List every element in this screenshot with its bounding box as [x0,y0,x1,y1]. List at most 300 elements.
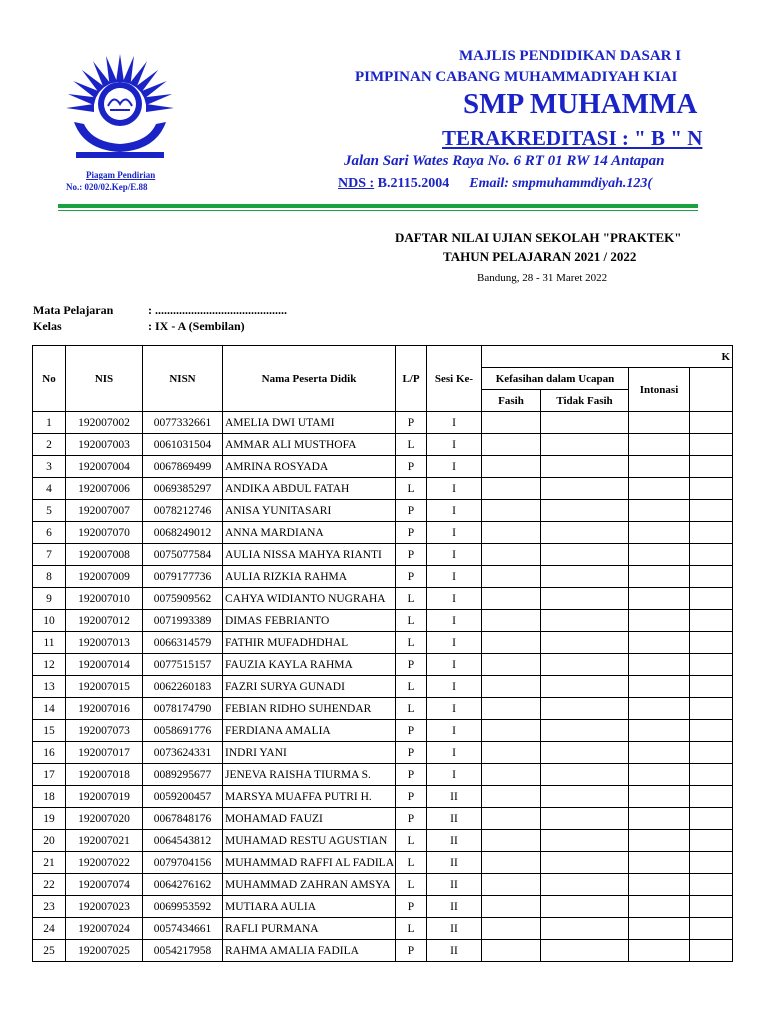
header-line-2: PIMPINAN CABANG MUHAMMADIYAH KIAI [355,69,678,85]
cell-score[interactable] [690,632,733,654]
cell-nisn: 0064543812 [143,830,223,852]
cell-sesi: I [427,588,482,610]
cell-nis: 192007010 [66,588,143,610]
class-value: : IX - A (Sembilan) [148,319,245,333]
cell-lp: P [396,544,427,566]
cell-score[interactable] [482,874,541,896]
table-row [33,610,733,632]
cell-sesi: I [427,742,482,764]
cell-score[interactable] [629,412,690,434]
cell-name: ANISA YUNITASARI [223,500,396,522]
cell-nisn: 0067869499 [143,456,223,478]
cell-score[interactable] [690,808,733,830]
table-row [33,808,733,830]
accreditation: TERAKREDITASI : " B " N [442,126,703,150]
cell-sesi: I [427,500,482,522]
table-row [33,874,733,896]
cell-nisn: 0075909562 [143,588,223,610]
cell-no: 17 [33,764,66,786]
cell-nisn: 0057434661 [143,918,223,940]
cell-lp: P [396,412,427,434]
cell-lp: L [396,852,427,874]
cell-no: 4 [33,478,66,500]
cell-nis: 192007073 [66,720,143,742]
table-row [33,852,733,874]
cell-name: ANNA MARDIANA [223,522,396,544]
cell-name: RAFLI PURMANA [223,918,396,940]
cell-score[interactable] [690,764,733,786]
cell-score[interactable] [541,676,629,698]
cell-name: CAHYA WIDIANTO NUGRAHA [223,588,396,610]
cell-score[interactable] [482,896,541,918]
piagam-number: No.: 020/02.Kep/E.88 [66,182,148,192]
cell-score[interactable] [629,742,690,764]
cell-score[interactable] [690,412,733,434]
cell-name: MOHAMAD FAUZI [223,808,396,830]
cell-name: FEBIAN RIDHO SUHENDAR [223,698,396,720]
cell-score[interactable] [482,786,541,808]
cell-score[interactable] [629,676,690,698]
cell-score[interactable] [629,786,690,808]
cell-no: 21 [33,852,66,874]
cell-no: 20 [33,830,66,852]
cell-score[interactable] [629,874,690,896]
cell-score[interactable] [482,500,541,522]
header-kefasihan: Kefasihan dalam Ucapan [482,368,629,390]
cell-nis: 192007021 [66,830,143,852]
cell-nisn: 0071993389 [143,610,223,632]
cell-lp: P [396,896,427,918]
cell-sesi: II [427,874,482,896]
cell-score[interactable] [541,764,629,786]
cell-no: 22 [33,874,66,896]
cell-score[interactable] [482,852,541,874]
cell-name: MARSYA MUAFFA PUTRI H. [223,786,396,808]
table-row [33,830,733,852]
school-name: SMP MUHAMMA [463,88,698,120]
cell-score[interactable] [541,412,629,434]
table-row [33,434,733,456]
cell-lp: L [396,478,427,500]
cell-nis: 192007070 [66,522,143,544]
cell-nis: 192007024 [66,918,143,940]
cell-score[interactable] [690,500,733,522]
cell-score[interactable] [629,588,690,610]
cell-name: AULIA RIZKIA RAHMA [223,566,396,588]
cell-nisn: 0079177736 [143,566,223,588]
cell-score[interactable] [541,874,629,896]
cell-nisn: 0059200457 [143,786,223,808]
cell-score[interactable] [541,808,629,830]
cell-nis: 192007002 [66,412,143,434]
subject-value: : ............................................ [148,303,287,317]
cell-score[interactable] [629,830,690,852]
cell-lp: L [396,434,427,456]
cell-score[interactable] [629,918,690,940]
cell-score[interactable] [482,808,541,830]
cell-name: INDRI YANI [223,742,396,764]
cell-score[interactable] [482,544,541,566]
cell-score[interactable] [690,456,733,478]
cell-sesi: II [427,786,482,808]
table-row [33,522,733,544]
cell-score[interactable] [629,566,690,588]
cell-no: 7 [33,544,66,566]
table-body [33,412,733,962]
cell-no: 23 [33,896,66,918]
cell-nis: 192007015 [66,676,143,698]
cell-score[interactable] [482,434,541,456]
cell-nisn: 0069385297 [143,478,223,500]
cell-nis: 192007008 [66,544,143,566]
cell-score[interactable] [482,456,541,478]
cell-score[interactable] [482,610,541,632]
cell-name: MUHAMMAD ZAHRAN AMSYA [223,874,396,896]
cell-score[interactable] [629,522,690,544]
cell-lp: P [396,500,427,522]
cell-score[interactable] [482,830,541,852]
cell-score[interactable] [541,918,629,940]
cell-nis: 192007006 [66,478,143,500]
cell-score[interactable] [629,632,690,654]
cell-nisn: 0073624331 [143,742,223,764]
cell-lp: L [396,588,427,610]
cell-nis: 192007003 [66,434,143,456]
table-row [33,478,733,500]
cell-no: 10 [33,610,66,632]
cell-sesi: I [427,566,482,588]
cell-score[interactable] [482,676,541,698]
cell-nis: 192007020 [66,808,143,830]
cell-lp: L [396,632,427,654]
cell-sesi: I [427,544,482,566]
cell-nisn: 0068249012 [143,522,223,544]
cell-nisn: 0061031504 [143,434,223,456]
cell-score[interactable] [541,456,629,478]
cell-name: AMELIA DWI UTAMI [223,412,396,434]
table-row [33,412,733,434]
cell-score[interactable] [629,896,690,918]
cell-name: JENEVA RAISHA TIURMA S. [223,764,396,786]
cell-sesi: I [427,764,482,786]
cell-name: FERDIANA AMALIA [223,720,396,742]
cell-score[interactable] [690,896,733,918]
cell-nisn: 0079704156 [143,852,223,874]
cell-score[interactable] [541,940,629,962]
cell-score[interactable] [541,830,629,852]
cell-nis: 192007013 [66,632,143,654]
cell-nis: 192007074 [66,874,143,896]
cell-no: 14 [33,698,66,720]
cell-no: 12 [33,654,66,676]
cell-score[interactable] [541,698,629,720]
cell-nisn: 0077515157 [143,654,223,676]
nds-value: B.2115.2004 [374,176,450,191]
cell-score[interactable] [482,522,541,544]
cell-score[interactable] [690,588,733,610]
table-row [33,742,733,764]
cell-score[interactable] [541,896,629,918]
cell-score[interactable] [629,940,690,962]
cell-score[interactable] [629,808,690,830]
cell-lp: P [396,566,427,588]
cell-nisn: 0062260183 [143,676,223,698]
cell-nisn: 0069953592 [143,896,223,918]
table-row [33,698,733,720]
cell-score[interactable] [629,500,690,522]
cell-score[interactable] [482,654,541,676]
cell-nisn: 0078212746 [143,500,223,522]
cell-no: 5 [33,500,66,522]
subject-label: Mata Pelajaran [33,303,114,317]
header-nisn: NISN [143,346,223,412]
cell-score[interactable] [541,654,629,676]
cell-score[interactable] [629,764,690,786]
cell-lp: P [396,808,427,830]
cell-sesi: II [427,808,482,830]
cell-score[interactable] [629,544,690,566]
cell-score[interactable] [482,478,541,500]
cell-score[interactable] [541,522,629,544]
cell-score[interactable] [629,434,690,456]
cell-score[interactable] [541,588,629,610]
cell-lp: P [396,720,427,742]
cell-no: 19 [33,808,66,830]
school-address: Jalan Sari Wates Raya No. 6 RT 01 RW 14 Antapan [344,153,665,169]
cell-score[interactable] [690,742,733,764]
cell-lp: P [396,456,427,478]
table-row [33,500,733,522]
cell-lp: L [396,610,427,632]
cell-lp: P [396,522,427,544]
header-group: K [482,346,733,368]
cell-score[interactable] [541,566,629,588]
header-nis: NIS [66,346,143,412]
cell-score[interactable] [690,918,733,940]
cell-no: 25 [33,940,66,962]
cell-sesi: I [427,654,482,676]
cell-nisn: 0075077584 [143,544,223,566]
table-row [33,720,733,742]
cell-no: 3 [33,456,66,478]
cell-score[interactable] [629,720,690,742]
cell-score[interactable] [690,786,733,808]
cell-score[interactable] [541,720,629,742]
table-row [33,654,733,676]
cell-lp: L [396,918,427,940]
cell-name: AMMAR ALI MUSTHOFA [223,434,396,456]
header-intonasi: Intonasi [629,368,690,412]
cell-lp: L [396,874,427,896]
cell-score[interactable] [482,720,541,742]
cell-score[interactable] [690,544,733,566]
header-lp: L/P [396,346,427,412]
cell-no: 13 [33,676,66,698]
cell-sesi: I [427,478,482,500]
cell-score[interactable] [629,456,690,478]
cell-score[interactable] [690,522,733,544]
cell-lp: P [396,654,427,676]
cell-lp: P [396,742,427,764]
cell-nis: 192007007 [66,500,143,522]
cell-score[interactable] [690,852,733,874]
cell-no: 2 [33,434,66,456]
cell-nis: 192007009 [66,566,143,588]
table-row [33,918,733,940]
cell-nisn: 0054217958 [143,940,223,962]
cell-no: 6 [33,522,66,544]
table-row [33,676,733,698]
academic-year: TAHUN PELAJARAN 2021 / 2022 [443,249,637,264]
cell-name: DIMAS FEBRIANTO [223,610,396,632]
cell-sesi: II [427,896,482,918]
cell-score[interactable] [629,852,690,874]
cell-name: FATHIR MUFADHDHAL [223,632,396,654]
cell-score[interactable] [541,632,629,654]
table-row [33,896,733,918]
cell-name: MUTIARA AULIA [223,896,396,918]
grades-table [32,345,733,962]
cell-score[interactable] [482,698,541,720]
cell-score[interactable] [541,544,629,566]
cell-name: MUHAMMAD RAFFI AL FADILA [223,852,396,874]
cell-score[interactable] [482,632,541,654]
cell-score[interactable] [690,676,733,698]
table-row [33,566,733,588]
cell-score[interactable] [690,478,733,500]
cell-nisn: 0058691776 [143,720,223,742]
cell-no: 11 [33,632,66,654]
cell-name: ANDIKA ABDUL FATAH [223,478,396,500]
cell-no: 9 [33,588,66,610]
cell-nis: 192007022 [66,852,143,874]
cell-score[interactable] [690,874,733,896]
cell-score[interactable] [629,610,690,632]
cell-name: FAZRI SURYA GUNADI [223,676,396,698]
cell-sesi: II [427,852,482,874]
cell-sesi: I [427,412,482,434]
cell-nis: 192007016 [66,698,143,720]
header-tidak-fasih: Tidak Fasih [541,390,629,412]
cell-score[interactable] [541,742,629,764]
cell-sesi: I [427,698,482,720]
table-row [33,544,733,566]
cell-lp: P [396,940,427,962]
cell-score[interactable] [482,412,541,434]
cell-score[interactable] [541,610,629,632]
table-row [33,764,733,786]
cell-name: AULIA NISSA MAHYA RIANTI [223,544,396,566]
cell-nis: 192007012 [66,610,143,632]
document-date: Bandung, 28 - 31 Maret 2022 [477,272,608,284]
cell-lp: L [396,830,427,852]
cell-score[interactable] [482,566,541,588]
nds-label: NDS : [338,176,375,191]
cell-sesi: II [427,918,482,940]
cell-sesi: I [427,632,482,654]
cell-nis: 192007025 [66,940,143,962]
cell-sesi: I [427,610,482,632]
cell-sesi: I [427,720,482,742]
cell-score[interactable] [690,610,733,632]
table-row [33,786,733,808]
cell-no: 15 [33,720,66,742]
cell-no: 1 [33,412,66,434]
cell-score[interactable] [482,742,541,764]
cell-score[interactable] [629,478,690,500]
cell-lp: P [396,764,427,786]
cell-score[interactable] [690,698,733,720]
cell-lp: L [396,698,427,720]
cell-nis: 192007014 [66,654,143,676]
cell-score[interactable] [482,588,541,610]
cell-score[interactable] [690,654,733,676]
header-fasih: Fasih [482,390,541,412]
cell-nisn: 0077332661 [143,412,223,434]
cell-lp: P [396,786,427,808]
cell-score[interactable] [541,500,629,522]
cell-no: 24 [33,918,66,940]
cell-name: FAUZIA KAYLA RAHMA [223,654,396,676]
cell-nis: 192007018 [66,764,143,786]
header-extra [690,368,733,412]
cell-score[interactable] [541,786,629,808]
cell-no: 18 [33,786,66,808]
class-label: Kelas [33,319,62,333]
cell-nisn: 0067848176 [143,808,223,830]
cell-score[interactable] [690,720,733,742]
header-line-1: MAJLIS PENDIDIKAN DASAR I [459,48,682,64]
cell-score[interactable] [690,566,733,588]
cell-score[interactable] [690,830,733,852]
cell-score[interactable] [690,940,733,962]
document-title: DAFTAR NILAI UJIAN SEKOLAH "PRAKTEK" [395,230,682,245]
cell-sesi: II [427,940,482,962]
table-row [33,940,733,962]
cell-sesi: I [427,434,482,456]
cell-nis: 192007017 [66,742,143,764]
cell-score[interactable] [690,434,733,456]
cell-nis: 192007023 [66,896,143,918]
cell-no: 8 [33,566,66,588]
table-row [33,632,733,654]
cell-nisn: 0078174790 [143,698,223,720]
cell-nis: 192007019 [66,786,143,808]
cell-sesi: II [427,830,482,852]
cell-sesi: I [427,676,482,698]
header-no: No [33,346,66,412]
cell-lp: L [396,676,427,698]
cell-nisn: 0066314579 [143,632,223,654]
cell-score[interactable] [541,852,629,874]
piagam-title: Piagam Pendirian [86,170,156,180]
cell-name: AMRINA ROSYADA [223,456,396,478]
cell-score[interactable] [482,764,541,786]
header-name: Nama Peserta Didik [223,346,396,412]
school-email: Email: smpmuhammdiyah.123( [469,176,653,191]
cell-name: RAHMA AMALIA FADILA [223,940,396,962]
cell-score[interactable] [629,698,690,720]
cell-score[interactable] [541,478,629,500]
cell-score[interactable] [629,654,690,676]
cell-score[interactable] [541,434,629,456]
cell-score[interactable] [482,940,541,962]
cell-score[interactable] [482,918,541,940]
cell-nisn: 0089295677 [143,764,223,786]
table-row [33,588,733,610]
cell-nisn: 0064276162 [143,874,223,896]
cell-name: MUHAMAD RESTU AGUSTIAN [223,830,396,852]
